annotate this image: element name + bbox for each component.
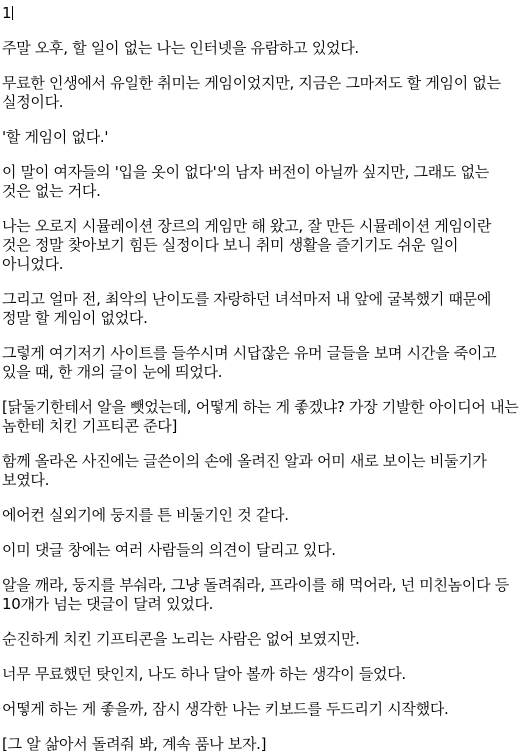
paragraph: 함께 올라온 사진에는 글쓴이의 손에 올려진 알과 어미 새로 보이는 비둘기가 보였다.	[2, 452, 487, 489]
paragraph: 그렇게 여기저기 사이트를 들쑤시며 시답잖은 유머 글들을 보며 시간을 죽이고 있을 때, 한 개의 글이 눈에 띄었다.	[2, 344, 497, 381]
paragraph: 무료한 인생에서 유일한 취미는 게임이었지만, 지금은 그마저도 할 게임이 없는 실정이다.	[2, 74, 501, 111]
bracket-quote: [그 알 삶아서 돌려줘 봐, 계속 품나 보자.]	[2, 735, 267, 753]
document-body	[2, 4, 520, 754]
text-cursor	[12, 6, 13, 20]
paragraph: 에어컨 실외기에 둥지를 튼 비둘기인 것 같다.	[2, 506, 289, 524]
paragraph: 너무 무료했던 탓인지, 나도 하나 달아 볼까 하는 생각이 들었다.	[2, 665, 406, 683]
paragraph: 어떻게 하는 게 좋을까, 잠시 생각한 나는 키보드를 두드리기 시작했다.	[2, 700, 449, 718]
chapter-number: 1	[2, 4, 12, 22]
paragraph: 그리고 얼마 전, 최악의 난이도를 자랑하던 녀석마저 내 앞에 굴복했기 때문에 정말 할 게임이 없었다.	[2, 290, 492, 327]
paragraph: '할 게임이 없다.'	[2, 128, 109, 146]
paragraph: 이미 댓글 창에는 여러 사람들의 의견이 달리고 있다.	[2, 541, 336, 559]
paragraph: 이 말이 여자들의 '입을 옷이 없다'의 남자 버전이 아닐까 싶지만, 그래도 없는 것은 없는 거다.	[2, 163, 489, 200]
paragraph: 알을 깨라, 둥지를 부숴라, 그냥 돌려줘라, 프라이를 해 먹어라, 넌 미친놈이다 등 10개가 넘는 댓글이 달려 있었다.	[2, 576, 509, 613]
paragraph: 순진하게 치킨 기프티콘을 노리는 사람은 없어 보였지만.	[2, 630, 360, 648]
paragraph: 주말 오후, 할 일이 없는 나는 인터넷을 유람하고 있었다.	[2, 39, 359, 57]
chapter-number-line	[2, 4, 520, 23]
paragraph: 나는 오로지 시뮬레이션 장르의 게임만 해 왔고, 잘 만든 시뮬레이션 게임이란 것은 정말 찾아보기 힘든 실정이다 보니 취미 생활을 즐기기도 쉬운 일이 아니었다.	[2, 217, 492, 273]
bracket-quote: [닭둘기한테서 알을 뺏었는데, 어떻게 하는 게 좋겠냐? 가장 기발한 아이디어 내는 놈한테 치킨 기프티콘 준다]	[2, 398, 519, 435]
